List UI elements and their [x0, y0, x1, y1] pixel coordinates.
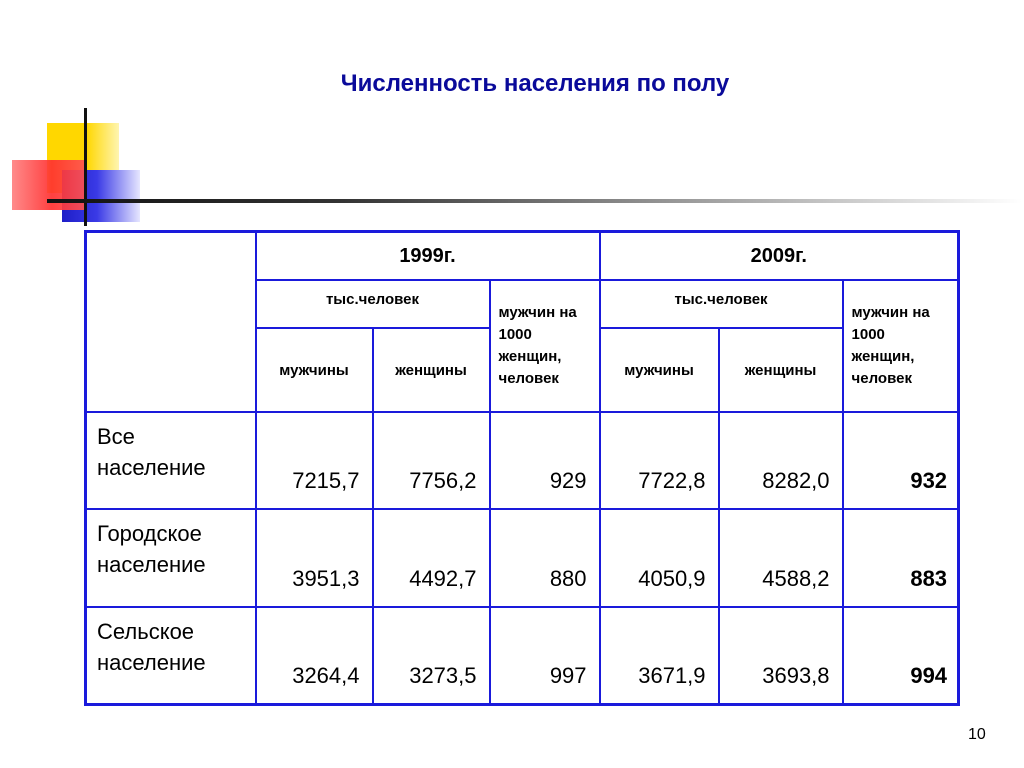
table-cell: 932	[843, 412, 959, 509]
row-label: Все население	[86, 412, 256, 509]
sex-header-women: женщины	[719, 328, 843, 412]
table-cell: 7756,2	[373, 412, 490, 509]
table-cell: 4588,2	[719, 509, 843, 606]
unit-header: тыс.человек	[600, 280, 843, 328]
sex-header-men: мужчины	[600, 328, 719, 412]
table-row	[86, 412, 959, 509]
decorative-vertical-line	[84, 108, 87, 226]
year-header: 2009г.	[600, 232, 959, 281]
table-cell: 4492,7	[373, 509, 490, 606]
table-cell: 929	[490, 412, 600, 509]
sex-header-men: мужчины	[256, 328, 373, 412]
sex-header-women: женщины	[373, 328, 490, 412]
table-row	[86, 607, 959, 705]
table-cell: 4050,9	[600, 509, 719, 606]
row-label: Сельское население	[86, 607, 256, 705]
table-cell: 3693,8	[719, 607, 843, 705]
table-cell: 7722,8	[600, 412, 719, 509]
table-cell: 883	[843, 509, 959, 606]
table-row	[86, 509, 959, 606]
table-cell: 997	[490, 607, 600, 705]
row-label: Городское население	[86, 509, 256, 606]
year-header: 1999г.	[256, 232, 600, 281]
page-number: 10	[968, 726, 986, 743]
table-cell: 7215,7	[256, 412, 373, 509]
header-row-years	[86, 232, 959, 281]
table-cell: 3264,4	[256, 607, 373, 705]
population-by-sex-table	[84, 230, 960, 706]
table-cell: 3951,3	[256, 509, 373, 606]
header-corner-cell	[86, 232, 256, 413]
ratio-header: мужчин на 1000 женщин, человек	[490, 280, 600, 412]
table-cell: 994	[843, 607, 959, 705]
unit-header: тыс.человек	[256, 280, 490, 328]
table-cell: 3273,5	[373, 607, 490, 705]
table-cell: 8282,0	[719, 412, 843, 509]
table-cell: 3671,9	[600, 607, 719, 705]
slide-title: Численность населения по полу	[340, 70, 730, 97]
decorative-horizontal-rule	[47, 199, 1022, 203]
ratio-header: мужчин на 1000 женщин, человек	[843, 280, 959, 412]
table-cell: 880	[490, 509, 600, 606]
